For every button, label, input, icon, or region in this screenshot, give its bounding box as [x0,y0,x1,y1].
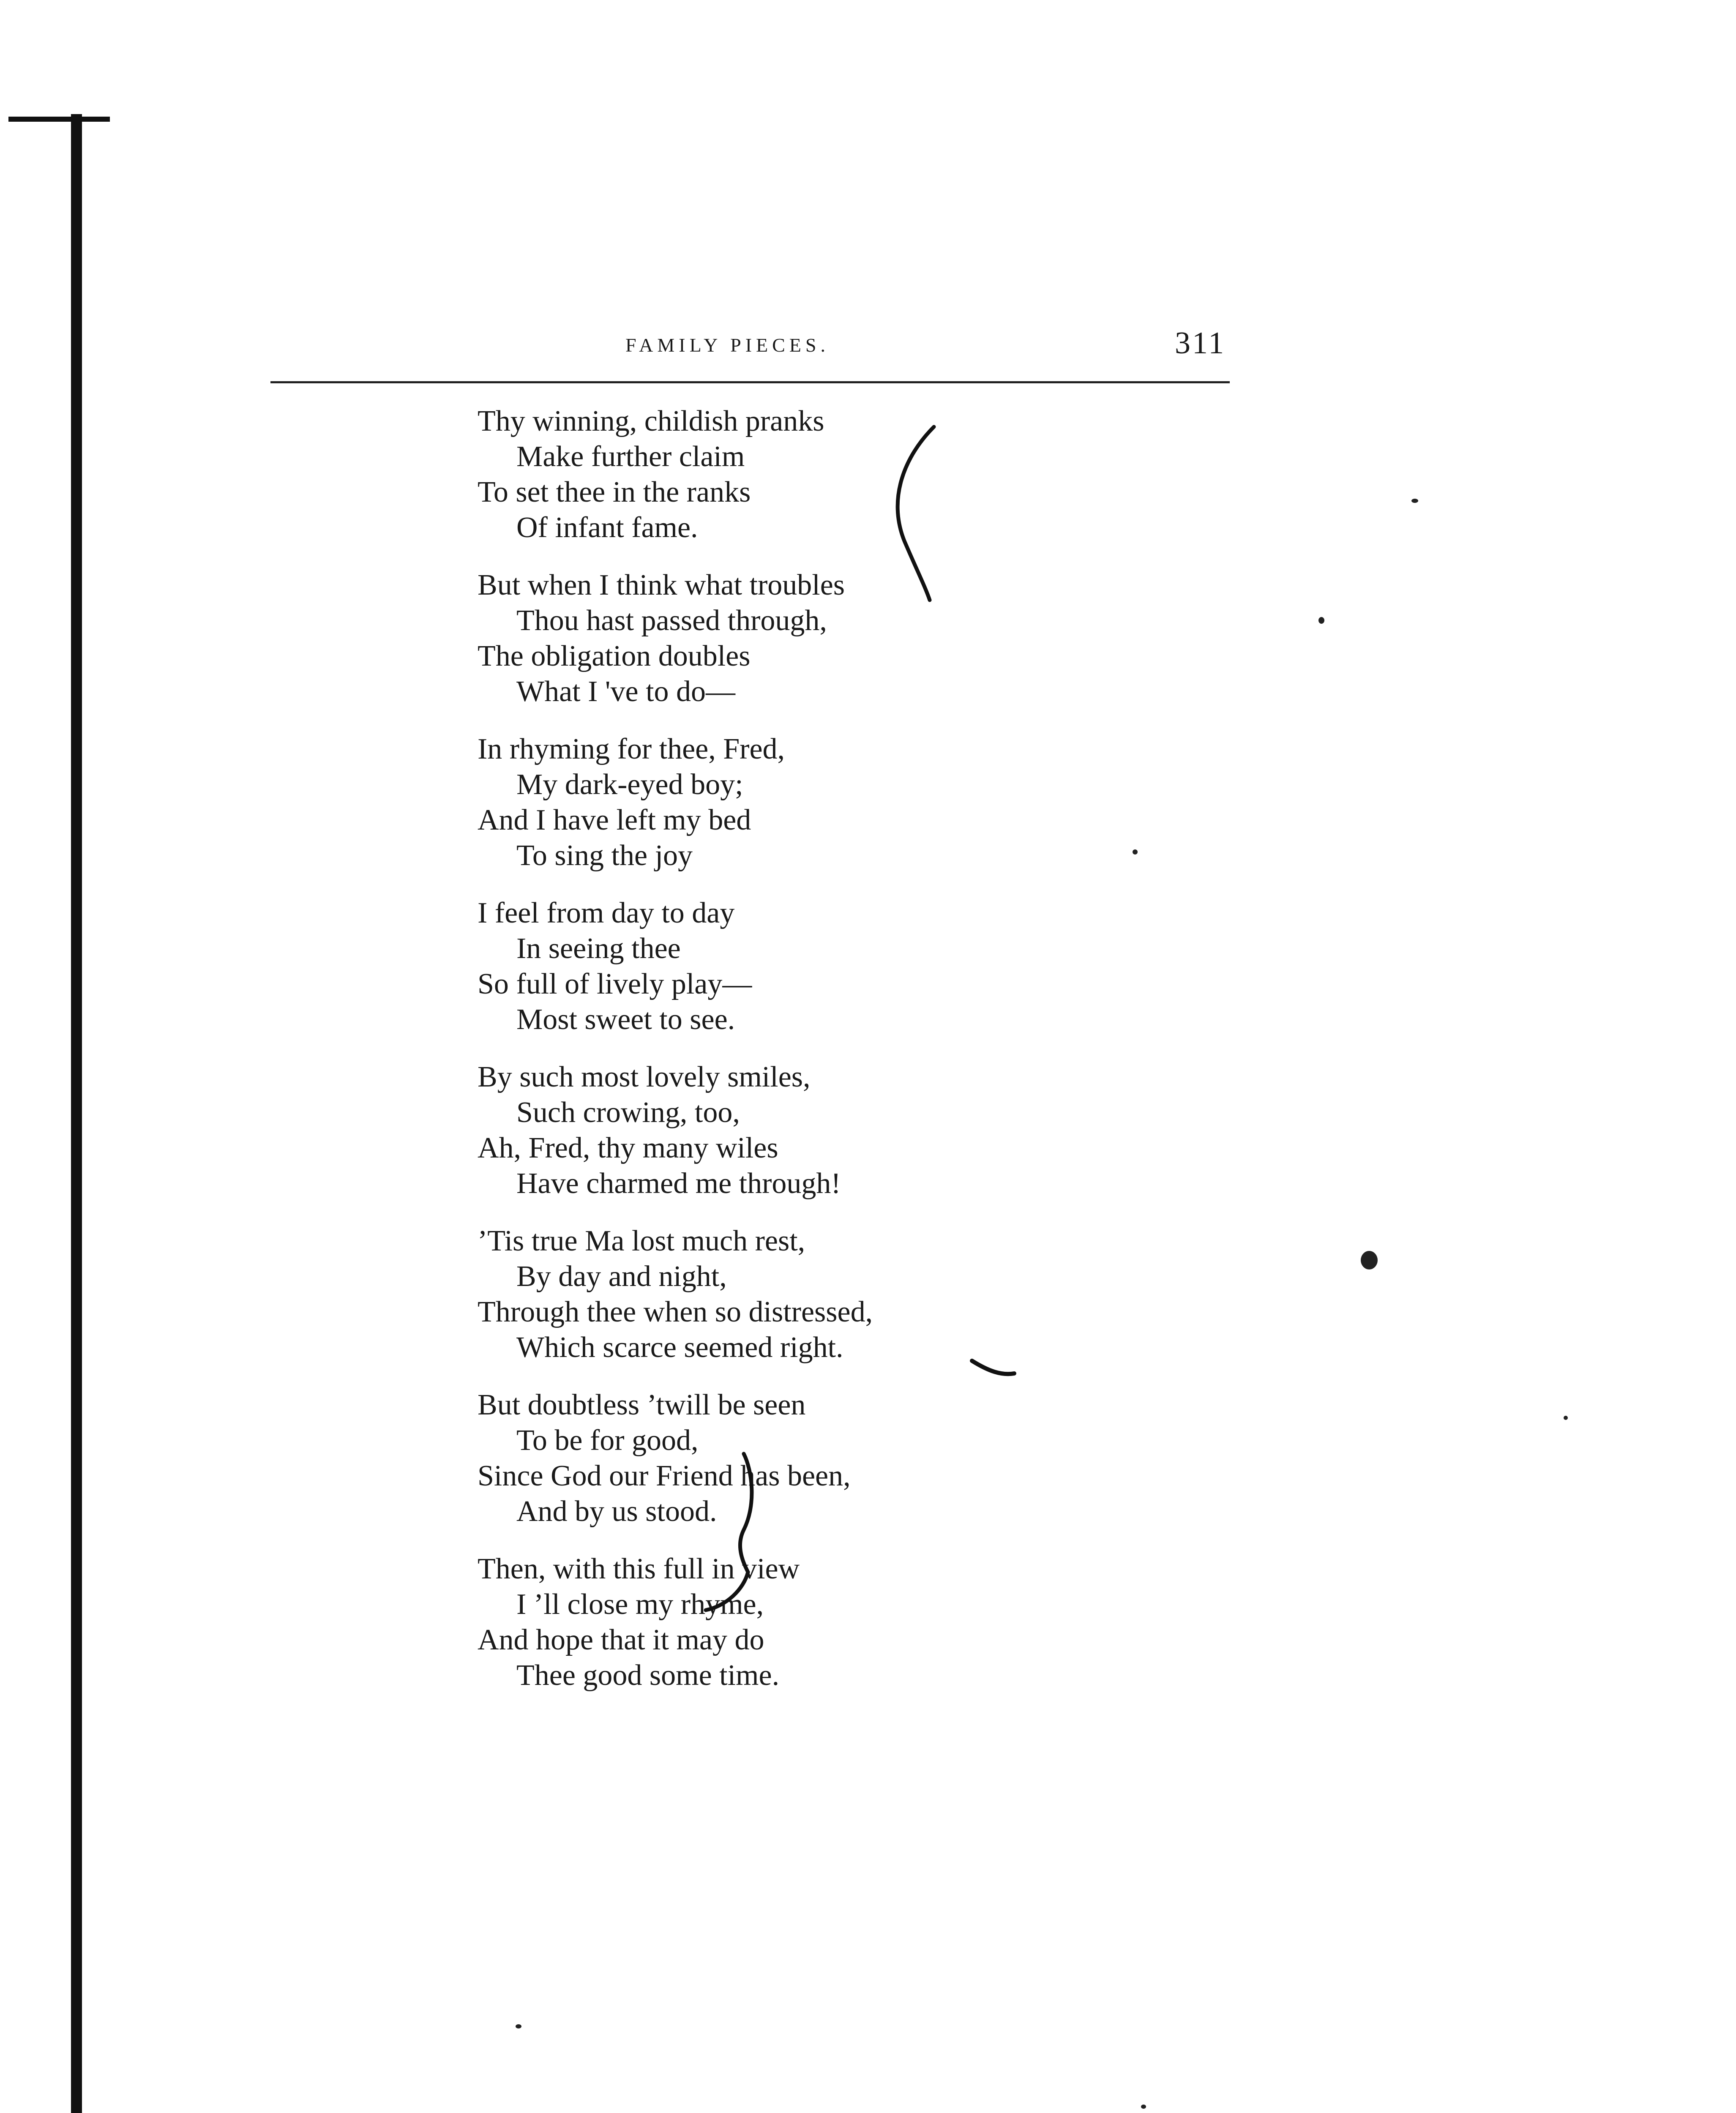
pencil-bracket-mark [898,427,934,600]
ink-speck [1564,1416,1568,1420]
poem-line: My dark-eyed boy; [516,768,743,801]
poem-line: By such most lovely smiles, [478,1061,811,1093]
page-number: 311 [1175,326,1226,360]
poem-line: Ah, Fred, thy many wiles [478,1132,778,1164]
ink-speck [516,2024,521,2028]
poem-line: In seeing thee [516,932,681,965]
poem-line: Which scarce seemed right. [516,1331,843,1364]
poem-line: So full of lively play— [478,968,752,1000]
poem-line: ’Tis true Ma lost much rest, [478,1225,805,1257]
poem-line: To set thee in the ranks [478,476,751,508]
poem-line: Of infant fame. [516,511,698,544]
pencil-curve-mark [706,1454,752,1610]
poem-line: To be for good, [516,1424,699,1457]
poem-line: What I 've to do— [516,675,736,708]
ink-speck [1361,1251,1378,1269]
poem-line: Since God our Friend has been, [478,1460,851,1492]
pencil-tick-mark [972,1361,1014,1374]
ink-speck [1318,617,1324,624]
running-head: FAMILY PIECES. [625,334,830,356]
poem-line: Thee good some time. [516,1659,780,1692]
ink-speck [1133,849,1138,854]
poem-line: Through thee when so distressed, [478,1296,873,1328]
poem-line: But doubtless ’twill be seen [478,1389,806,1421]
ink-speck [1411,499,1418,503]
ink-speck [1141,2105,1146,2109]
poem-line: Thy winning, childish pranks [478,405,824,437]
poem-line: And by us stood. [516,1495,717,1528]
poem-line: To sing the joy [516,839,693,872]
poem-line: Make further claim [516,440,745,473]
poem-line: By day and night, [516,1260,727,1293]
poem-line: In rhyming for thee, Fred, [478,733,785,765]
poem-line: Most sweet to see. [516,1003,735,1036]
poem-line: I feel from day to day [478,897,735,929]
poem-line: Such crowing, too, [516,1096,740,1129]
poem-line: Then, with this full in view [478,1553,800,1585]
poem-line: Have charmed me through! [516,1167,841,1200]
poem-line: The obligation doubles [478,640,751,672]
poem-line: But when I think what troubles [478,569,845,601]
poem-line: And I have left my bed [478,804,751,836]
poem-line: I ’ll close my rhyme, [516,1588,764,1621]
poem-line: Thou hast passed through, [516,604,827,637]
poem-line: And hope that it may do [478,1624,764,1656]
